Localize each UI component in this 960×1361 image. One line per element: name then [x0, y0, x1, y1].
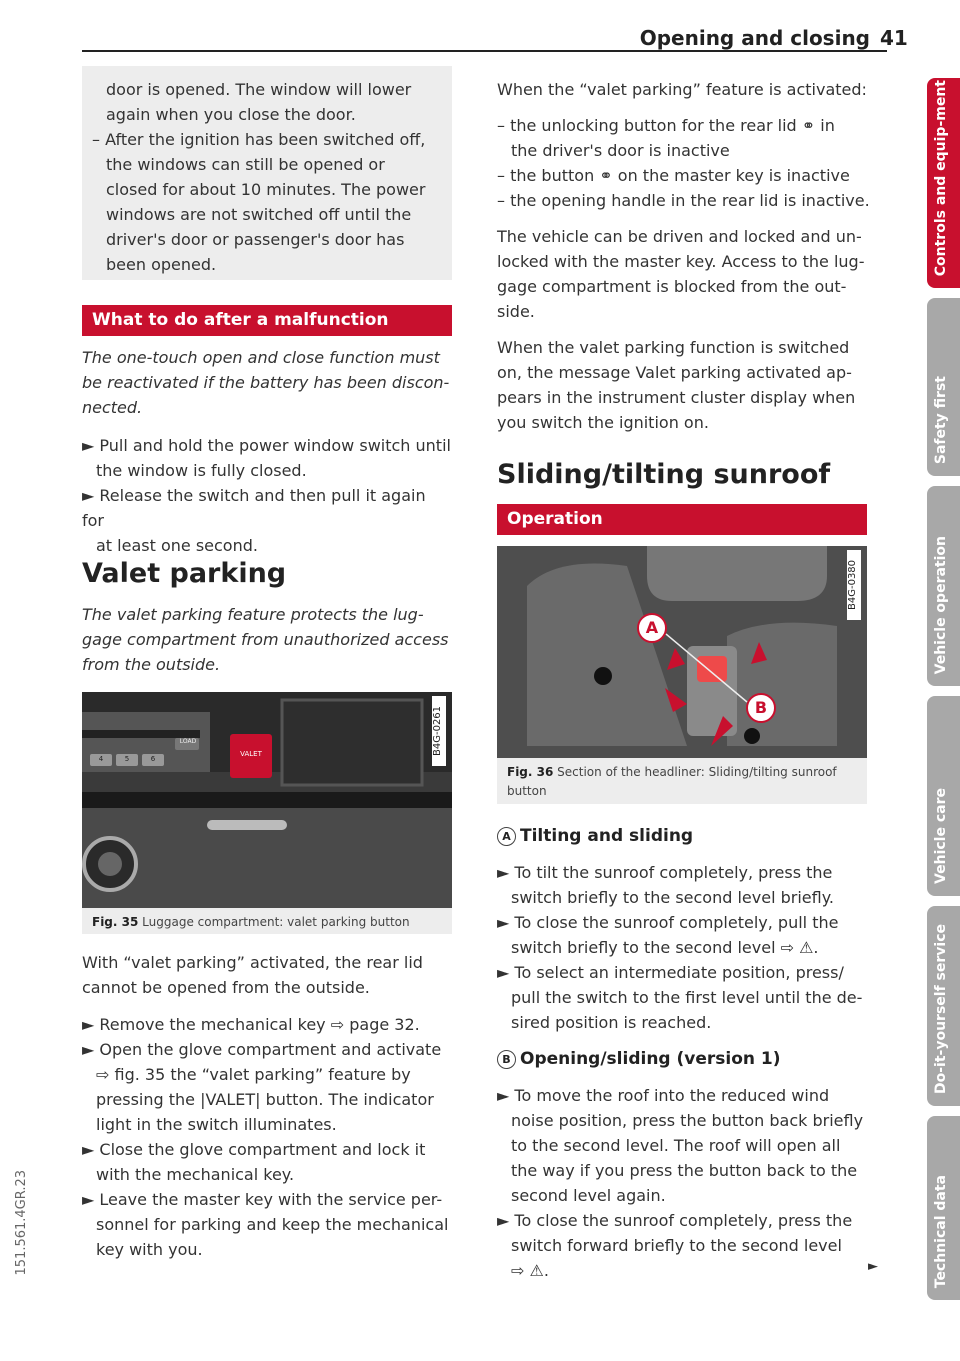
tab-label: Vehicle operation — [933, 535, 949, 674]
step-line: ⇨ fig. 35 the “valet parking” feature by — [96, 1065, 411, 1084]
section-title: Opening and closing — [639, 26, 870, 50]
step-line: light in the switch illuminates. — [96, 1115, 337, 1134]
tab-label: Controls and equip-ment — [933, 79, 949, 276]
step-line: at least one second. — [96, 536, 258, 555]
step-line: ► Close the glove compartment and lock it — [82, 1140, 426, 1159]
tab-controls[interactable] — [927, 78, 960, 288]
body-line: The vehicle can be driven and locked and un- — [497, 227, 862, 246]
list-line: – the button ⚭ on the master key is inactive — [497, 166, 850, 185]
tilting-steps — [497, 860, 877, 1035]
intro-line: The valet parking feature protects the lug- — [82, 605, 424, 624]
step-line: second level again. — [511, 1186, 666, 1205]
note-line: – After the ignition has been switched off, — [92, 130, 426, 149]
intro-line: from the outside. — [82, 655, 221, 674]
malfunction-heading: What to do after a malfunction — [82, 305, 452, 336]
step-line: pressing the |VALET| button. The indicator — [96, 1090, 434, 1109]
body-line: gage compartment is blocked from the out- — [497, 277, 847, 296]
tab-do-it-yourself[interactable] — [927, 906, 960, 1106]
intro-line: nected. — [82, 398, 143, 417]
tab-label: Vehicle care — [933, 788, 949, 884]
figure-36-caption — [497, 758, 867, 804]
page-number: 41 — [880, 26, 908, 50]
preset-key: 5 — [124, 755, 130, 763]
intro-line: be reactivated if the battery has been discon- — [82, 373, 450, 392]
load-label: LOAD — [179, 738, 197, 745]
tab-label: Do-it-yourself service — [933, 923, 949, 1094]
step-line: the window is fully closed. — [96, 461, 307, 480]
opening-steps — [497, 1083, 877, 1283]
list-line: the driver's door is inactive — [511, 141, 730, 160]
callout-b: B — [754, 698, 768, 717]
document-code: 151.561.4GR.23 — [14, 1170, 29, 1276]
note-text — [92, 77, 447, 277]
valet-continued — [497, 77, 877, 435]
step-line: ► To select an intermediate position, press/ — [497, 963, 844, 982]
operation-heading: Operation — [497, 504, 867, 535]
tab-technical-data[interactable] — [927, 1116, 960, 1300]
sunroof-button-illustration — [497, 546, 867, 758]
intro-line: gage compartment from unauthorized access — [82, 630, 449, 649]
step-line: sonnel for parking and keep the mechanical — [96, 1215, 449, 1234]
step-line: ⇨ ⚠. — [511, 1261, 549, 1280]
figure-36-image — [497, 546, 867, 758]
tab-vehicle-care[interactable] — [927, 696, 960, 896]
step-line: ► To close the sunroof completely, pull the — [497, 913, 839, 932]
valet-body — [82, 950, 452, 1000]
valet-steps — [82, 1012, 452, 1262]
body-line: When the valet parking function is switched — [497, 338, 850, 357]
callout-a: A — [645, 618, 659, 637]
figure-35-caption — [82, 908, 452, 934]
step-line: ► Leave the master key with the service per- — [82, 1190, 443, 1209]
body-line: cannot be opened from the outside. — [82, 978, 370, 997]
step-line: ► To tilt the sunroof completely, press the — [497, 863, 833, 882]
body-line: With “valet parking” activated, the rear lid — [82, 953, 423, 972]
sunroof-heading: Sliding/tilting sunroof — [497, 459, 831, 490]
step-line: noise position, press the button back briefly — [511, 1111, 864, 1130]
step-line: switch forward briefly to the second level — [511, 1236, 842, 1255]
valet-heading: Valet parking — [82, 558, 287, 589]
step-line: switch briefly to the second level briefly. — [511, 888, 834, 907]
tab-vehicle-operation[interactable] — [927, 486, 960, 686]
note-line: been opened. — [106, 255, 217, 274]
image-code: B4G-0380 — [847, 550, 861, 620]
valet-button-label: VALET — [240, 750, 262, 758]
step-line: switch briefly to the second level ⇨ ⚠. — [511, 938, 819, 957]
note-line: windows are not switched off until the — [106, 205, 412, 224]
valet-compartment-illustration — [82, 692, 452, 908]
figure-35-image — [82, 692, 452, 908]
step-line: ► Remove the mechanical key ⇨ page 32. — [82, 1015, 420, 1034]
caption-label: Fig. 36 — [507, 765, 554, 779]
step-line: pull the switch to the first level until the de- — [511, 988, 863, 1007]
malfunction-intro — [82, 345, 452, 420]
continue-arrow-icon: ► — [868, 1259, 878, 1274]
body-line: on, the message Valet parking activated ap- — [497, 363, 852, 382]
step-line: key with you. — [96, 1240, 203, 1259]
step-line: ► Release the switch and then pull it again for — [82, 486, 426, 530]
step-line: the way if you press the button back to the — [511, 1161, 858, 1180]
step-line: ► To close the sunroof completely, press the — [497, 1211, 853, 1230]
header-rule — [82, 50, 887, 52]
list-line: – the unlocking button for the rear lid ⚭ in — [497, 116, 835, 135]
step-line: ► Open the glove compartment and activate — [82, 1040, 442, 1059]
heading-text: Opening/sliding (version 1) — [520, 1049, 781, 1069]
body-line: locked with the master key. Access to the lug- — [497, 252, 865, 271]
valet-intro — [82, 602, 452, 677]
body-line: you switch the ignition on. — [497, 413, 709, 432]
body-line: When the “valet parking” feature is activated: — [497, 80, 867, 99]
step-line: to the second level. The roof will open all — [511, 1136, 841, 1155]
preset-key: 6 — [150, 755, 156, 763]
step-line: with the mechanical key. — [96, 1165, 295, 1184]
note-line: the windows can still be opened or — [106, 155, 385, 174]
image-code: B4G-0261 — [432, 696, 446, 766]
caption-label: Fig. 35 — [92, 915, 139, 929]
tab-label: Safety first — [933, 375, 949, 464]
caption-text: button — [507, 784, 547, 798]
tilting-heading — [497, 826, 693, 846]
body-line: side. — [497, 302, 535, 321]
body-line: pears in the instrument cluster display when — [497, 388, 856, 407]
preset-key: 4 — [98, 755, 104, 763]
list-line: – the opening handle in the rear lid is inactive. — [497, 191, 870, 210]
note-line: again when you close the door. — [106, 105, 356, 124]
step-line: sired position is reached. — [511, 1013, 712, 1032]
tab-safety[interactable] — [927, 298, 960, 476]
tab-label: Technical data — [933, 1174, 949, 1288]
intro-line: The one-touch open and close function must — [82, 348, 440, 367]
caption-text: Luggage compartment: valet parking button — [142, 915, 410, 929]
heading-text: Tilting and sliding — [520, 826, 694, 846]
marker-a: A — [497, 827, 516, 846]
caption-text: Section of the headliner: Sliding/tilting sunroof — [557, 765, 837, 779]
note-line: closed for about 10 minutes. The power — [106, 180, 426, 199]
note-line: door is opened. The window will lower — [106, 80, 412, 99]
step-line: ► To move the roof into the reduced wind — [497, 1086, 830, 1105]
malfunction-steps — [82, 433, 452, 558]
marker-b: B — [497, 1050, 516, 1069]
step-line: ► Pull and hold the power window switch until — [82, 436, 451, 455]
note-line: driver's door or passenger's door has — [106, 230, 405, 249]
opening-heading — [497, 1049, 781, 1069]
